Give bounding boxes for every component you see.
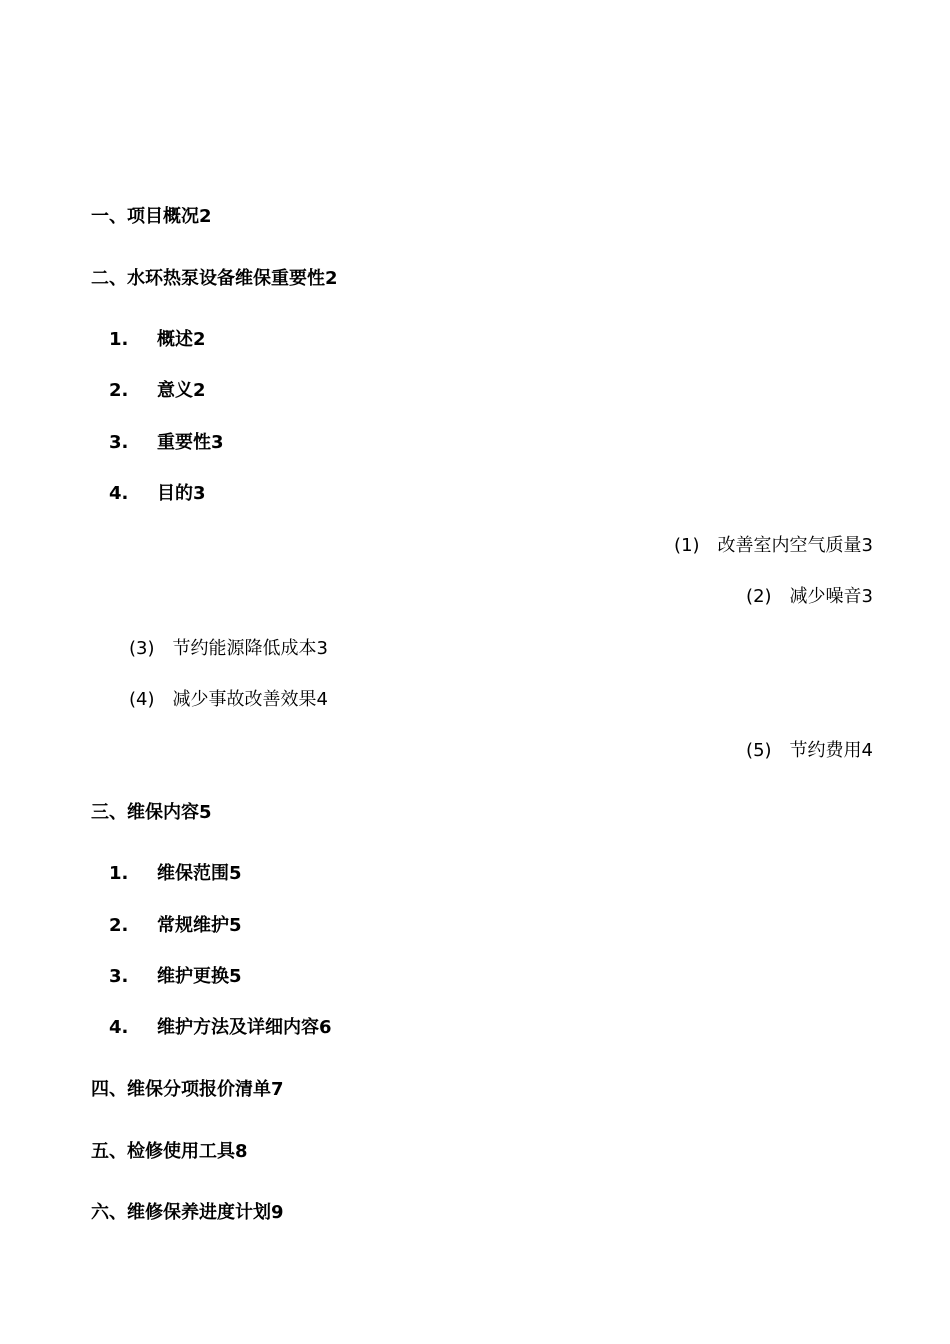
toc-entry-page: 3 — [316, 638, 328, 659]
toc-entry-section-3[interactable] — [91, 801, 212, 825]
toc-entry-page: 4 — [861, 740, 873, 761]
toc-entry-title: 节约费用 — [789, 740, 862, 761]
toc-entry-number: 3. — [109, 966, 129, 987]
toc-entry-title: 重要性 — [157, 432, 211, 453]
toc-entry-page: 5 — [229, 863, 242, 884]
toc-entry-title: 维保范围 — [157, 863, 229, 884]
toc-entry-2-4[interactable] — [109, 482, 206, 506]
toc-entry-page: 2 — [199, 206, 212, 227]
toc-entry-title: 维护方法及详细内容 — [157, 1017, 319, 1038]
toc-entry-title: 节约能源降低成本 — [172, 638, 317, 659]
toc-entry-number: 1. — [109, 329, 129, 350]
toc-entry-section-4[interactable] — [91, 1078, 284, 1102]
toc-entry-page: 3 — [193, 483, 206, 504]
toc-entry-title: 二、水环热泵设备维保重要性 — [91, 268, 325, 289]
toc-entry-3-3[interactable] — [109, 965, 242, 989]
toc-entry-page: 3 — [861, 586, 873, 607]
toc-entry-number: 2. — [109, 915, 129, 936]
toc-entry-paren-1[interactable] — [674, 534, 873, 558]
toc-entry-paren-5[interactable] — [746, 739, 873, 763]
toc-entry-paren-2[interactable] — [746, 585, 873, 609]
toc-entry-title: 改善室内空气质量 — [717, 535, 862, 556]
toc-entry-section-2[interactable] — [91, 267, 338, 291]
toc-entry-title: 维护更换 — [157, 966, 229, 987]
toc-entry-title: 五、检修使用工具 — [91, 1141, 235, 1162]
toc-entry-2-1[interactable] — [109, 328, 206, 352]
toc-entry-title: 常规维护 — [157, 915, 229, 936]
toc-entry-page: 8 — [235, 1141, 248, 1162]
toc-entry-2-3[interactable] — [109, 431, 224, 455]
toc-entry-page: 5 — [199, 802, 212, 823]
toc-entry-section-1[interactable] — [91, 205, 212, 229]
toc-entry-page: 5 — [229, 915, 242, 936]
toc-entry-number: 4. — [109, 1017, 129, 1038]
toc-entry-title: 目的 — [157, 483, 193, 504]
toc-entry-title: 四、维保分项报价清单 — [91, 1079, 271, 1100]
toc-entry-number: (2) — [746, 586, 772, 607]
toc-entry-title: 三、维保内容 — [91, 802, 199, 823]
toc-entry-number: 1. — [109, 863, 129, 884]
toc-entry-page: 2 — [193, 329, 206, 350]
toc-entry-page: 2 — [325, 268, 338, 289]
toc-entry-3-4[interactable] — [109, 1016, 332, 1040]
toc-entry-3-2[interactable] — [109, 914, 242, 938]
toc-entry-title: 减少事故改善效果 — [172, 689, 317, 710]
toc-entry-page: 3 — [211, 432, 224, 453]
toc-entry-page: 4 — [316, 689, 328, 710]
toc-entry-2-2[interactable] — [109, 379, 206, 403]
toc-entry-title: 概述 — [157, 329, 193, 350]
toc-entry-number: (1) — [674, 535, 700, 556]
toc-entry-title: 六、维修保养进度计划 — [91, 1202, 271, 1223]
toc-entry-number: (3) — [129, 638, 155, 659]
toc-entry-title: 意义 — [157, 380, 193, 401]
toc-entry-section-6[interactable] — [91, 1201, 284, 1225]
toc-entry-title: 一、项目概况 — [91, 206, 199, 227]
toc-entry-number: 4. — [109, 483, 129, 504]
toc-entry-page: 9 — [271, 1202, 284, 1223]
toc-entry-page: 3 — [861, 535, 873, 556]
toc-entry-number: 2. — [109, 380, 129, 401]
toc-entry-number: (4) — [129, 689, 155, 710]
toc-entry-3-1[interactable] — [109, 862, 242, 886]
toc-entry-number: (5) — [746, 740, 772, 761]
toc-entry-page: 2 — [193, 380, 206, 401]
toc-entry-paren-4[interactable] — [129, 688, 328, 712]
toc-entry-page: 6 — [319, 1017, 332, 1038]
toc-entry-page: 7 — [271, 1079, 284, 1100]
toc-entry-section-5[interactable] — [91, 1140, 248, 1164]
toc-entry-paren-3[interactable] — [129, 637, 328, 661]
toc-entry-number: 3. — [109, 432, 129, 453]
toc-entry-page: 5 — [229, 966, 242, 987]
toc-entry-title: 减少噪音 — [789, 586, 862, 607]
